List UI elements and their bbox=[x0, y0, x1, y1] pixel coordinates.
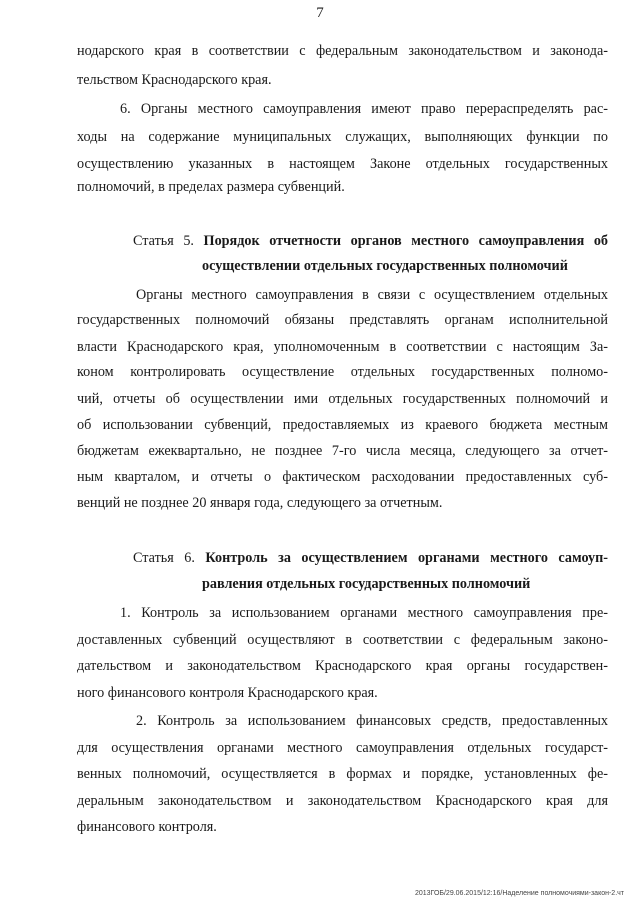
text-line: тельством Краснодарского края. bbox=[77, 72, 272, 88]
text-line: 1. Контроль за использованием органами местного самоуправления пре- bbox=[120, 605, 608, 621]
text-line: ного финансового контроля Краснодарского края. bbox=[77, 685, 378, 701]
text-line: дательством и законодательством Краснодарского края органы государствен- bbox=[77, 658, 608, 674]
text-line: венных полномочий, осуществляется в формах и порядке, установленных фе- bbox=[77, 766, 608, 782]
text-line: чий, отчеты об осуществлении ими отдельных государственных полномочий и bbox=[77, 391, 608, 407]
text-line: коном контролировать осуществление отдельных государственных полномо- bbox=[77, 364, 608, 380]
article-6-title-line-1: Контроль за осуществлением органами местного самоуп- bbox=[205, 550, 609, 566]
text-line: ходы на содержание муниципальных служащих, выполняющих функции по bbox=[77, 129, 608, 145]
text-line: доставленных субвенций осуществляют в соответствии с федеральным законо- bbox=[77, 632, 608, 648]
text-line: ным кварталом, и отчеты о фактическом расходовании предоставленных суб- bbox=[77, 469, 608, 485]
page-number: 7 bbox=[316, 5, 324, 21]
article-5-title-line-1: Порядок отчетности органов местного самоуправления об bbox=[203, 233, 609, 249]
text-line: полномочий, в пределах размера субвенций. bbox=[77, 179, 345, 195]
text-line: 2. Контроль за использованием финансовых средств, предоставленных bbox=[136, 713, 608, 729]
article-5-heading-line bbox=[133, 232, 608, 250]
text-line: нодарского края в соответствии с федеральным законодательством и законода- bbox=[77, 43, 608, 59]
text-line: финансового контроля. bbox=[77, 819, 217, 835]
article-6-label: Статья 6. bbox=[133, 550, 195, 566]
text-line: бюджетам ежеквартально, не позднее 7-го числа месяца, следующего за отчет- bbox=[77, 443, 608, 459]
text-line: государственных полномочий обязаны представлять органам исполнительной bbox=[77, 312, 608, 328]
article-5-label: Статья 5. bbox=[133, 233, 194, 249]
article-6-title-line-2: равления отдельных государственных полномочий bbox=[202, 576, 531, 592]
text-line: для осуществления органами местного самоуправления отдельных государст- bbox=[77, 740, 608, 756]
text-line: осуществлению указанных в настоящем Законе отдельных государственных bbox=[77, 156, 608, 172]
article-6-heading-line bbox=[133, 549, 608, 567]
text-line: венций не позднее 20 января года, следующего за отчетным. bbox=[77, 495, 443, 511]
text-line: об использовании субвенций, предоставляемых из краевого бюджета местным bbox=[77, 417, 608, 433]
text-line: власти Краснодарского края, уполномоченным в соответствии с настоящим За- bbox=[77, 339, 608, 355]
text-line: деральным законодательством и законодательством Краснодарского края для bbox=[77, 793, 608, 809]
text-line: 6. Органы местного самоуправления имеют право перераспределять рас- bbox=[120, 101, 608, 117]
footer-file-path: 2013ГОБ/29.06.2015/12:16/Наделение полномочиями-закон-2.чт bbox=[414, 890, 624, 897]
text-line: Органы местного самоуправления в связи с осуществлением отдельных bbox=[136, 287, 608, 303]
article-5-title-line-2: осуществлении отдельных государственных полномочий bbox=[202, 258, 568, 274]
